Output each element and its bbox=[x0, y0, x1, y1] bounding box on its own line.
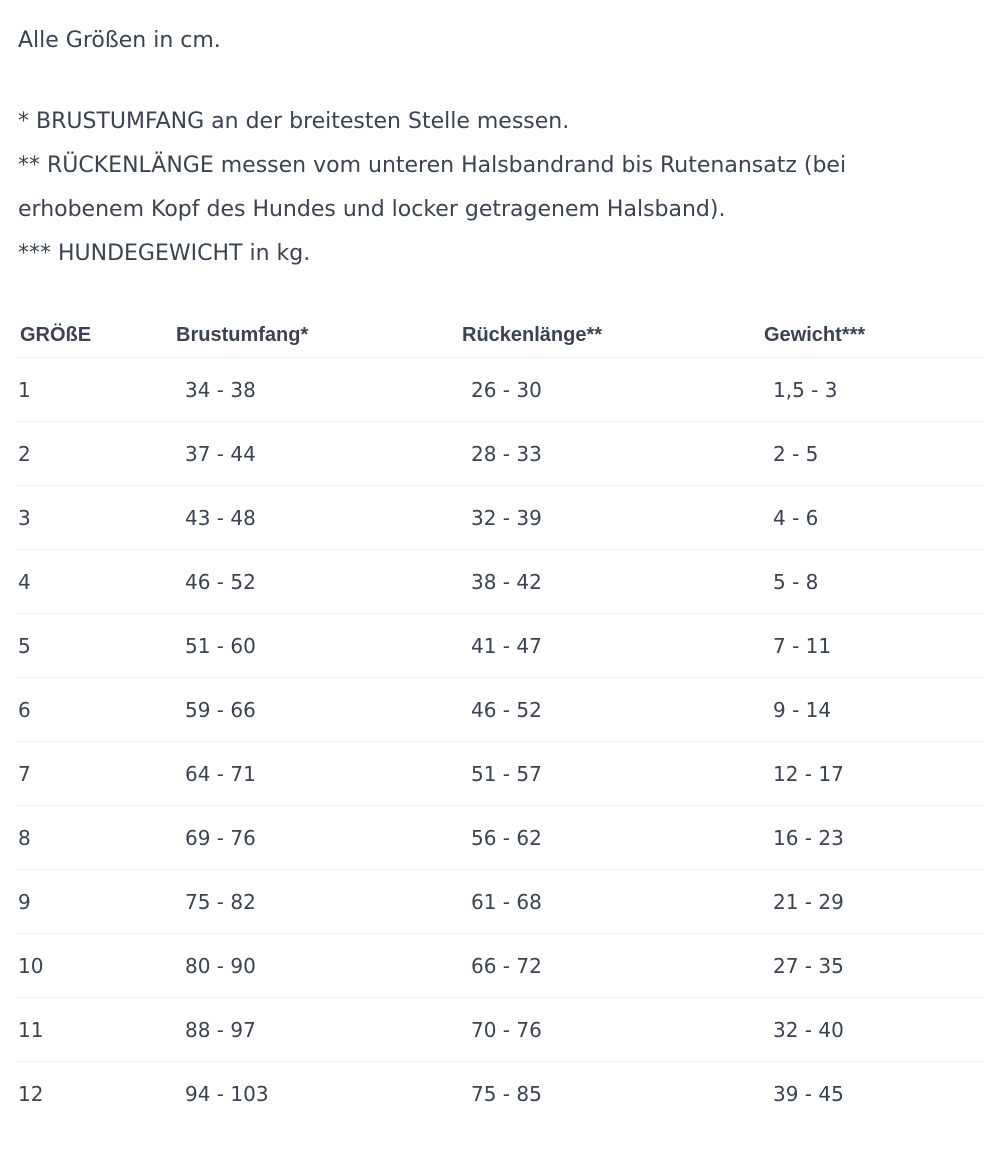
header-chest: Brustumfang* bbox=[174, 313, 460, 358]
cell-back-length: 32 - 39 bbox=[460, 486, 762, 550]
cell-chest: 94 - 103 bbox=[185, 1081, 269, 1106]
cell-chest: 46 - 52 bbox=[174, 550, 460, 614]
cell-weight: 7 - 11 bbox=[762, 614, 984, 678]
cell-back-length: 70 - 76 bbox=[460, 998, 762, 1062]
cell-weight: 32 - 40 bbox=[762, 998, 984, 1062]
cell-back-length: 38 - 42 bbox=[460, 550, 762, 614]
table-row bbox=[18, 678, 984, 742]
cell-size: 2 bbox=[18, 422, 174, 486]
table-row bbox=[18, 806, 984, 870]
cell-weight: 9 - 14 bbox=[762, 678, 984, 742]
table-row bbox=[18, 1062, 984, 1126]
table-row bbox=[18, 614, 984, 678]
table-row bbox=[18, 998, 984, 1062]
table-row bbox=[18, 550, 984, 614]
cell-chest: 59 - 66 bbox=[174, 678, 460, 742]
cell-back-length: 51 - 57 bbox=[460, 742, 762, 806]
cell-size: 7 bbox=[18, 742, 174, 806]
measurement-notes bbox=[18, 100, 978, 276]
header-weight: Gewicht*** bbox=[762, 313, 984, 358]
cell-chest: 37 - 44 bbox=[174, 422, 460, 486]
note-back-length: ** RÜCKENLÄNGE messen vom unteren Halsbandrand bis Rutenansatz (bei erhobenem Kopf des Hundes und locker getragenem Halsband). bbox=[18, 153, 847, 222]
cell-chest: 64 - 71 bbox=[174, 742, 460, 806]
cell-weight: 27 - 35 bbox=[762, 934, 984, 998]
cell-chest: 69 - 76 bbox=[174, 806, 460, 870]
cell-size: 12 bbox=[18, 1081, 44, 1106]
cell-size: 10 bbox=[18, 934, 174, 998]
table-header-row bbox=[18, 313, 984, 358]
cell-chest: 43 - 48 bbox=[174, 486, 460, 550]
cell-back-length: 61 - 68 bbox=[460, 870, 762, 934]
cell-size: 4 bbox=[18, 550, 174, 614]
cell-weight: 39 - 45 bbox=[773, 1081, 844, 1106]
cell-size: 11 bbox=[18, 998, 174, 1062]
cell-weight: 21 - 29 bbox=[762, 870, 984, 934]
cell-back-length: 66 - 72 bbox=[460, 934, 762, 998]
cell-size: 6 bbox=[18, 678, 174, 742]
table-row bbox=[18, 870, 984, 934]
note-chest: * BRUSTUMFANG an der breitesten Stelle messen. bbox=[18, 109, 570, 134]
size-table bbox=[18, 313, 984, 1125]
cell-chest: 51 - 60 bbox=[174, 614, 460, 678]
cell-weight: 4 - 6 bbox=[762, 486, 984, 550]
cell-back-length: 26 - 30 bbox=[460, 358, 762, 422]
header-size: GRÖßE bbox=[18, 313, 174, 358]
cell-chest: 88 - 97 bbox=[174, 998, 460, 1062]
table-row bbox=[18, 358, 984, 422]
note-weight: *** HUNDEGEWICHT in kg. bbox=[18, 241, 311, 266]
cell-weight: 16 - 23 bbox=[762, 806, 984, 870]
table-row bbox=[18, 486, 984, 550]
intro-text: Alle Größen in cm. bbox=[18, 28, 221, 53]
cell-weight: 12 - 17 bbox=[762, 742, 984, 806]
cell-size: 8 bbox=[18, 806, 174, 870]
cell-weight: 5 - 8 bbox=[762, 550, 984, 614]
cell-back-length: 46 - 52 bbox=[460, 678, 762, 742]
cell-weight: 1,5 - 3 bbox=[762, 358, 984, 422]
cell-back-length: 56 - 62 bbox=[460, 806, 762, 870]
header-back-length: Rückenlänge** bbox=[460, 313, 762, 358]
cell-chest: 80 - 90 bbox=[174, 934, 460, 998]
cell-weight: 2 - 5 bbox=[762, 422, 984, 486]
cell-chest: 34 - 38 bbox=[174, 358, 460, 422]
table-row bbox=[18, 934, 984, 998]
table-row bbox=[18, 422, 984, 486]
table-row bbox=[18, 742, 984, 806]
cell-size: 9 bbox=[18, 870, 174, 934]
cell-size: 1 bbox=[18, 358, 174, 422]
cell-chest: 75 - 82 bbox=[174, 870, 460, 934]
cell-back-length: 75 - 85 bbox=[471, 1081, 542, 1106]
cell-back-length: 41 - 47 bbox=[460, 614, 762, 678]
cell-back-length: 28 - 33 bbox=[460, 422, 762, 486]
cell-size: 3 bbox=[18, 486, 174, 550]
cell-size: 5 bbox=[18, 614, 174, 678]
